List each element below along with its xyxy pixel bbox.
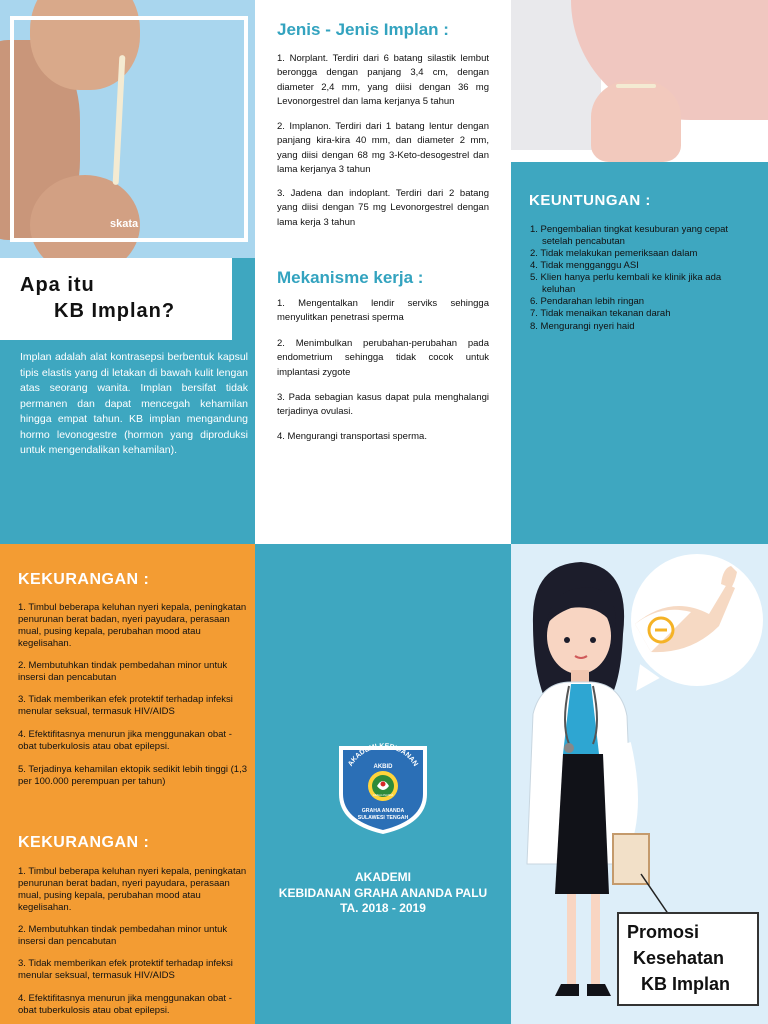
advantages-list — [530, 224, 756, 333]
types-item: 3. Jadena dan indoplant. Terdiri dari 2 batang yang diisi dengan 75 mg Levonorgestrel dengan lama kerja 3 tahun — [277, 188, 489, 228]
mechanism-item: 1. Mengentalkan lendir serviks sehingga menyulitkan penetrasi sperma — [277, 298, 489, 324]
hand-photo — [591, 80, 681, 162]
types-item: 2. Implanon. Terdiri dari 1 batang lentur dengan panjang kira-kira 40 mm, dan diameter 2 mm, yang diisi dengan 68 mg 3-Keto-desogestrel dan lama kerjanya 3 tahun — [277, 121, 489, 175]
advantages-heading: KEUNTUNGAN : — [529, 192, 651, 209]
what-is-implant-panel — [0, 258, 255, 544]
disadvantages-item: 2. Membutuhkan tindak pembedahan minor untuk insersi dan pencabutan — [18, 660, 228, 683]
mechanism-item: 3. Pada sebagian kasus dapat pula menghalangi terjadinya ovulasi. — [277, 392, 489, 418]
logo-inner-text: GRAHA ANANDA — [372, 794, 394, 797]
title-box — [0, 258, 232, 340]
advantages-item: 2. Tidak melakukan pemeriksaan dalam — [530, 248, 698, 260]
promo-line2: Kesehatan — [633, 948, 725, 968]
disadvantages-item: 4. Efektifitasnya menurun jika menggunakan obat - obat tuberkulosis atau obat epilepsi. — [18, 729, 232, 752]
implant-rod-image — [616, 84, 656, 88]
academy-panel — [255, 544, 511, 1024]
info-description: Implan adalah alat kontrasepsi berbentuk kapsul tipis elastis yang di letakan di bawah kulit lengan atas seorang wanita. Implan bersifat tidak permanen dan dapat mencegah kehamilan hingga empat tahun. KB implan mengandung hormo levonogestre (hormon yang diproduksi untuk mengendalikan kehamilan). — [20, 351, 248, 457]
mechanism-item: 2. Menimbulkan perubahan-perubahan pada endometrium sehingga tidak cocok untuk implantasi zygote — [277, 338, 489, 378]
promo-title-box — [617, 912, 759, 1006]
disadvantages-item: 5. Terjadinya kehamilan ektopik sedikit lebih tinggi (1,3 per 100.000 perempuan per tahun) — [18, 764, 248, 787]
arm-photo-panel — [511, 0, 768, 162]
types-heading: Jenis - Jenis Implan : — [277, 20, 449, 39]
disadvantages-item: 4. Efektifitasnya menurun jika menggunakan obat - obat tuberkulosis atau obat epilepsi. — [18, 993, 232, 1016]
logo-arc-text: AKADEMI KEBIDANAN — [347, 742, 419, 768]
promo-line1: Promosi — [627, 922, 700, 942]
disadvantages-heading: KEKURANGAN : — [18, 571, 150, 588]
disadvantages-item: 3. Tidak memberikan efek protektif terhadap infeksi menular seksual, termasuk HIV/AIDS — [18, 694, 233, 717]
logo-bottom-text1: GRAHA ANANDA — [361, 808, 405, 814]
logo-akbid-text: AKBID — [373, 764, 393, 770]
photo-frame — [10, 16, 248, 242]
promo-line3: KB Implan — [641, 974, 731, 994]
doctor-illustration-panel — [511, 544, 768, 1024]
academy-address — [255, 870, 511, 917]
academy-line2: KEBIDANAN GRAHA ANANDA PALU — [278, 885, 488, 900]
advantages-item: 1. Pengembalian tingkat kesuburan yang cepat setelah pencabutan — [530, 224, 729, 248]
disadvantages-item: 2. Membutuhkan tindak pembedahan minor untuk insersi dan pencabutan — [18, 924, 228, 947]
disadvantages-heading: KEKURANGAN : — [18, 834, 150, 851]
academy-logo — [331, 732, 435, 836]
implant-photo-panel — [0, 0, 255, 258]
advantages-item: 7. Tidak menaikan tekanan darah — [530, 308, 671, 320]
mechanism-heading: Mekanisme kerja : — [277, 268, 424, 287]
photo-watermark: skata — [110, 218, 139, 230]
disadvantages-item: 1. Timbul beberapa keluhan nyeri kepala, peningkatan penurunan berat badan, nyeri payudara, perasaan mual, pusing kepala, perubahan mood atau kegelisahan. — [18, 602, 247, 649]
info-title-line1: Apa itu — [20, 274, 95, 296]
info-title-line2: KB Implan? — [54, 300, 176, 322]
types-item: 1. Norplant. Terdiri dari 6 batang silastik lembut berongga dengan panjang 3,4 cm, dengan diameter 2,4 mm, yang diisi dengan 36 mg Levonorgestrel dan lama kerjanya 5 tahun — [277, 53, 489, 107]
advantages-item: 8. Mengurangi nyeri haid — [530, 320, 635, 332]
advantages-panel — [511, 162, 768, 544]
disadvantages-item: 1. Timbul beberapa keluhan nyeri kepala, peningkatan penurunan berat badan, nyeri payudara, perasaan mual, pusing kepala, perubahan mood atau kegelisahan. — [18, 866, 247, 913]
advantages-item: 5. Klien hanya perlu kembali ke klinik jika ada keluhan — [530, 272, 722, 296]
advantages-item: 6. Pendarahan lebih ringan — [530, 296, 645, 308]
academy-line1: AKADEMI — [355, 870, 411, 884]
disadvantages-panel — [0, 544, 255, 1024]
academy-line3: TA. 2018 - 2019 — [340, 901, 426, 916]
mechanism-item: 4. Mengurangi transportasi sperma. — [277, 431, 427, 442]
types-mechanism-panel — [255, 0, 511, 544]
disadvantages-item: 3. Tidak memberikan efek protektif terhadap infeksi menular seksual, termasuk HIV/AIDS — [18, 958, 233, 981]
advantages-item: 4. Tidak mengganggu ASI — [530, 260, 639, 272]
logo-bottom-text2: SULAWESI TENGAH — [357, 815, 409, 821]
